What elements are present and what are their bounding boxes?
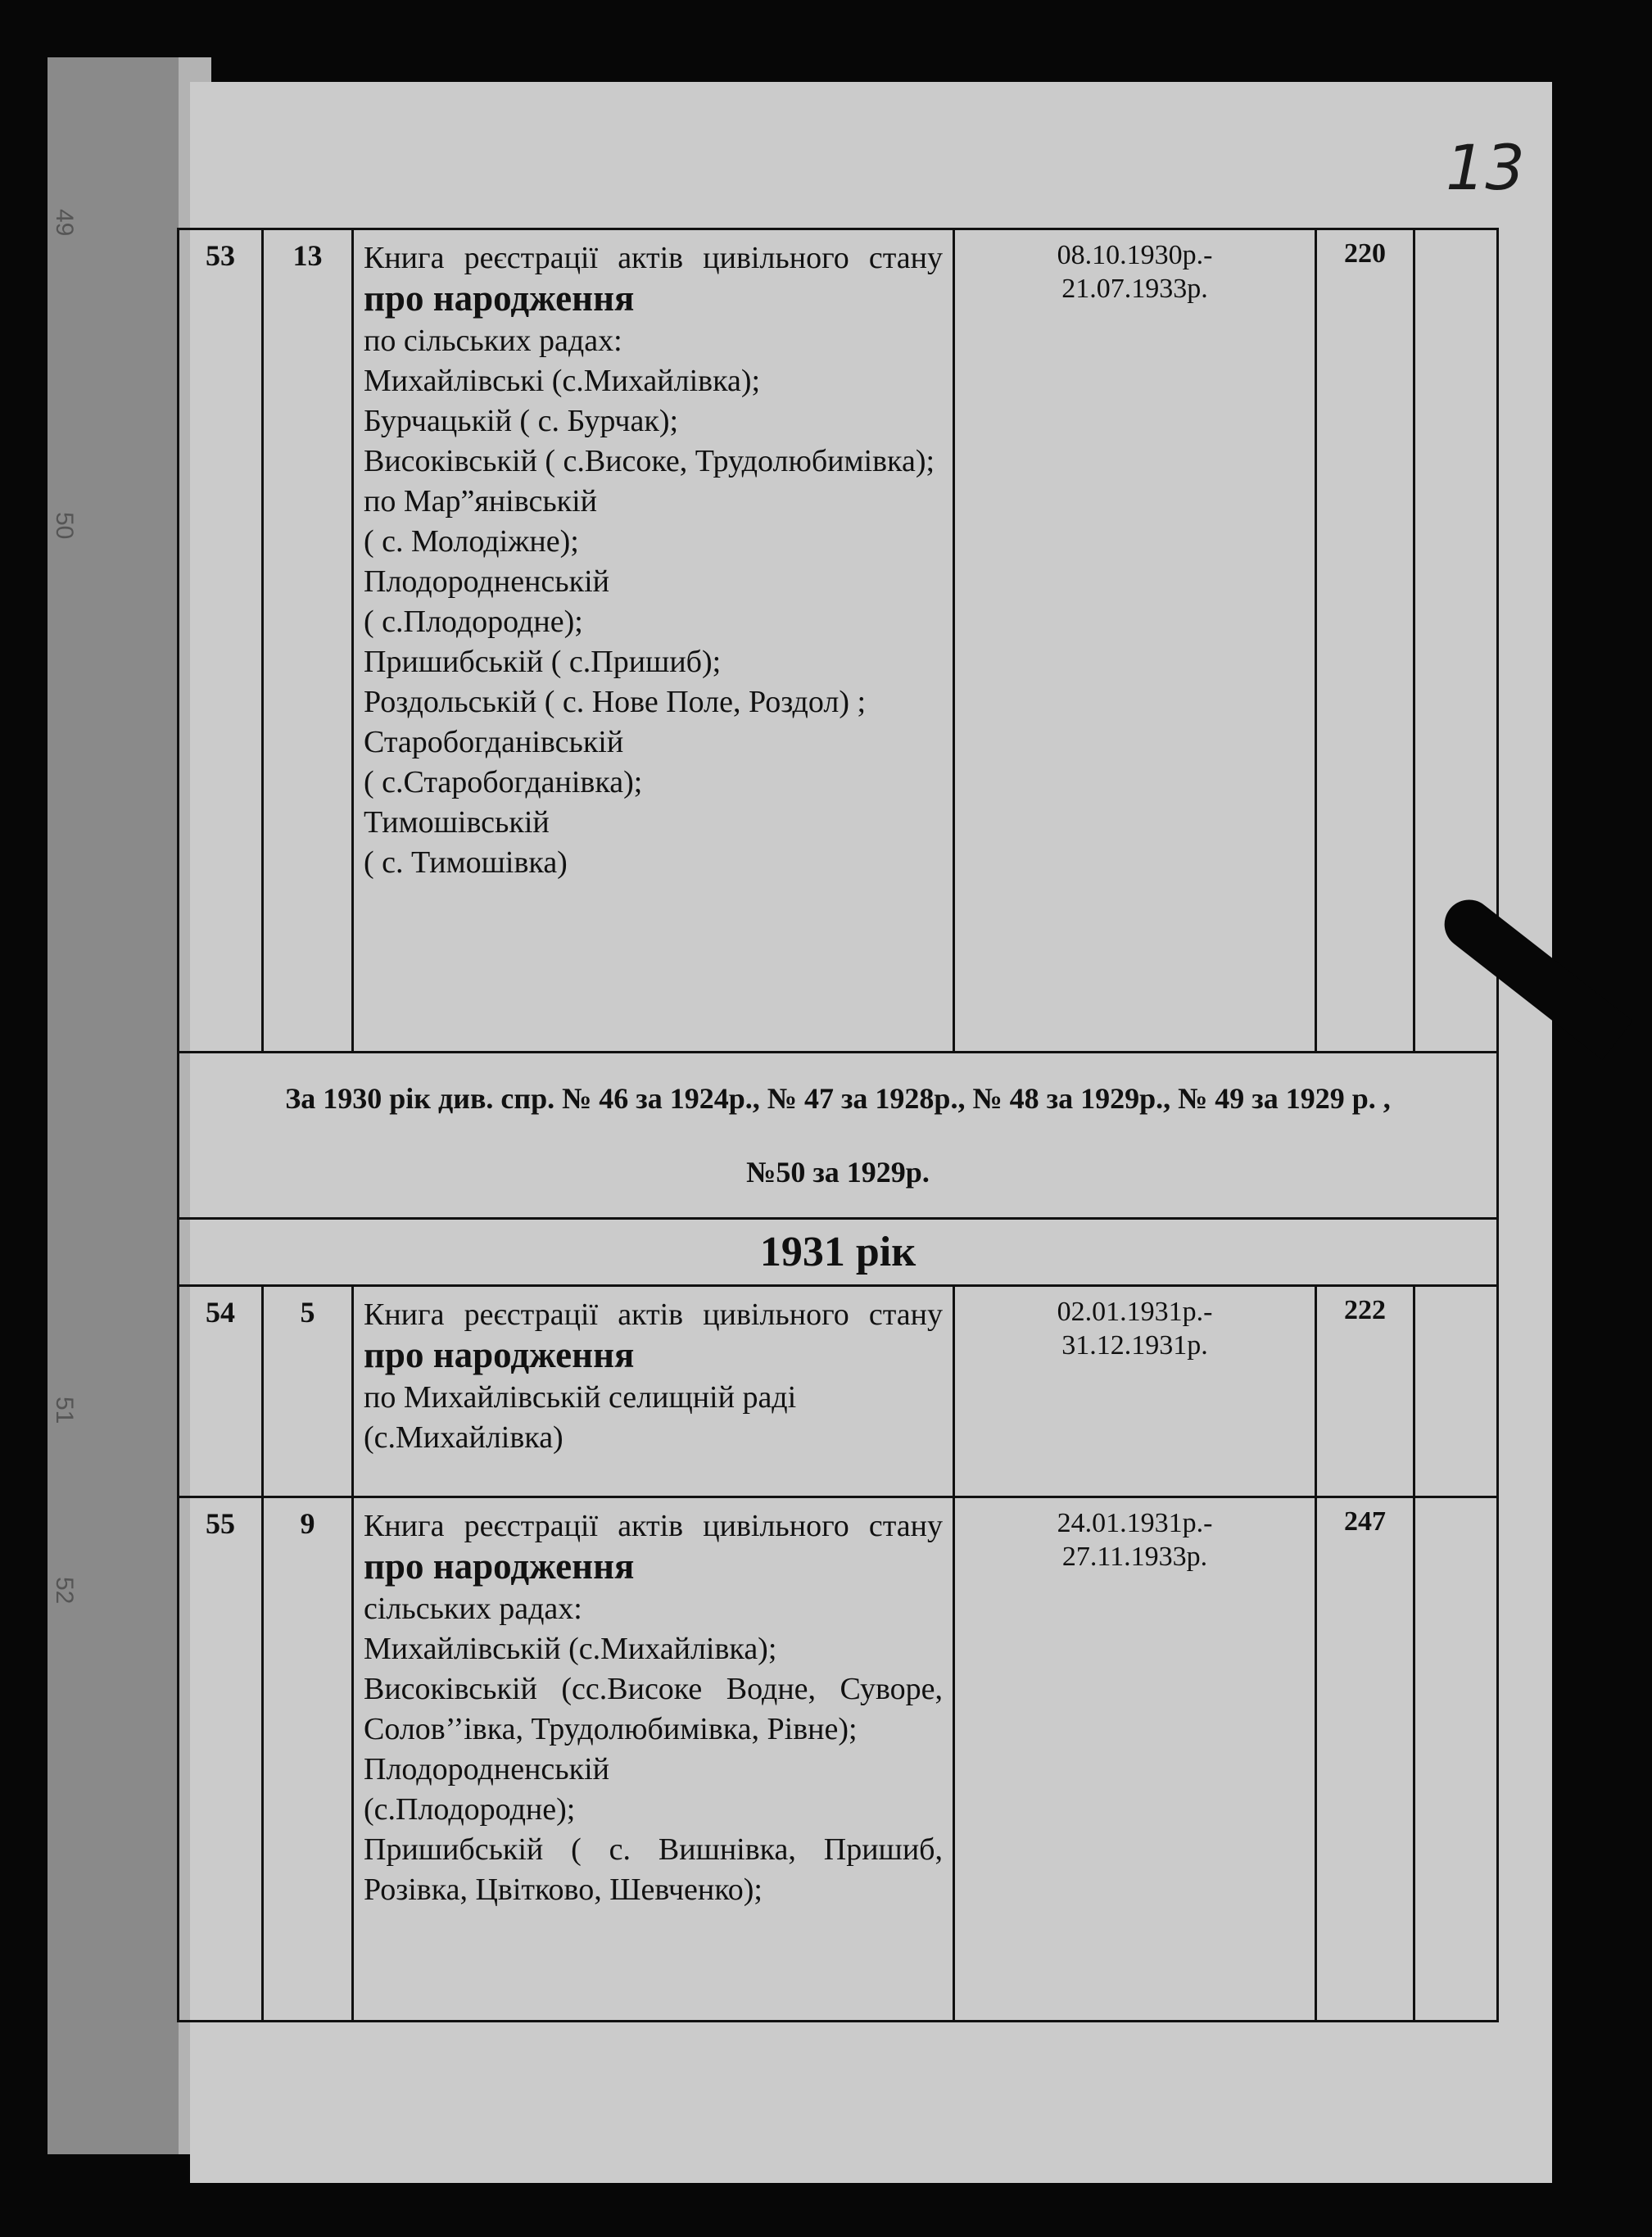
description-line: (с.Михайлівка) [364,1420,563,1455]
date-range [954,1286,1316,1497]
left-sheet-number: 51 [51,1397,78,1424]
description-subject: про народження [364,278,635,319]
cross-reference-note [179,1053,1498,1219]
description-line: ( с.Плодородне); [364,605,583,639]
row-number: 53 [179,229,263,1053]
date-end: 21.07.1933р. [1061,274,1208,304]
record-description [353,1286,954,1497]
date-range [954,229,1316,1053]
handwritten-page-number: 13 [1446,131,1525,204]
description-line: Плодородненській [364,564,609,599]
description-line: ( с.Старобогданівка); [364,765,643,799]
description-intro: Книга реєстрації актів цивільного стану [364,241,943,275]
description-line: Роздольській ( с. Нове Поле, Роздол) ; [364,685,867,719]
file-number: 13 [263,229,353,1053]
note-line: За 1930 рік див. спр. № 46 за 1924р., № 47 за 1928р., № 48 за 1929р., № 49 за 1929 р. , [285,1082,1391,1115]
description-line: сільських радах: [364,1592,582,1626]
date-start: 02.01.1931р.- [1057,1297,1213,1327]
description-line: Високівській ( с.Високе, Трудолюбимівка); [364,444,935,478]
description-line: Михайлівській (с.Михайлівка); [364,1632,777,1666]
description-line: Старобогданівській [364,725,624,759]
description-line: Бурчацькій ( с. Бурчак); [364,404,679,438]
notes-cell [1414,1286,1498,1497]
description-subject: про народження [364,1546,635,1587]
description-line: Високівській (сс.Високе Водне, Суворе, Солов’’івка, Трудолюбимівка, Рівне); [364,1672,943,1746]
notes-cell [1414,1497,1498,2022]
left-sheet-number: 49 [51,209,78,237]
file-number: 5 [263,1286,353,1497]
sheet-count: 220 [1316,229,1414,1053]
left-sheet-number: 52 [51,1577,78,1605]
description-line: по Михайлівській селищній раді [364,1380,797,1415]
row-number: 55 [179,1497,263,2022]
description-line: по сільських радах: [364,324,622,358]
table-row [179,1497,1498,2022]
description-line: Пришибській ( с. Вишнівка, Пришиб, Розівка, Цвітково, Шевченко); [364,1832,943,1907]
description-subject: про народження [364,1334,635,1375]
date-start: 24.01.1931р.- [1057,1508,1213,1538]
description-line: ( с. Молодіжне); [364,524,579,559]
record-description [353,229,954,1053]
note-line: №50 за 1929р. [746,1156,930,1189]
note-row [179,1053,1498,1219]
row-number: 54 [179,1286,263,1497]
description-intro: Книга реєстрації актів цивільного стану [364,1509,943,1543]
left-sheet-number: 50 [51,512,78,540]
date-end: 31.12.1931р. [1061,1330,1208,1361]
record-description [353,1497,954,2022]
description-line: ( с. Тимошівка) [364,845,568,880]
description-line: Тимошівській [364,805,550,840]
description-intro: Книга реєстрації актів цивільного стану [364,1297,943,1332]
description-line: по Мар”янівській [364,484,597,518]
sheet-count: 247 [1316,1497,1414,2022]
table-row [179,1286,1498,1497]
file-number: 9 [263,1497,353,2022]
year-row [179,1219,1498,1286]
date-end: 27.11.1933р. [1061,1542,1208,1572]
date-start: 08.10.1930р.- [1057,240,1213,270]
description-line: Плодородненській [364,1752,609,1786]
date-range [954,1497,1316,2022]
table-row [179,229,1498,1053]
description-line: Пришибській ( с.Пришиб); [364,645,722,679]
archive-inventory-table [177,228,1499,2022]
sheet-count: 222 [1316,1286,1414,1497]
description-line: (с.Плодородне); [364,1792,576,1827]
description-line: Михайлівські (с.Михайлівка); [364,364,761,398]
year-heading: 1931 рік [179,1219,1498,1286]
